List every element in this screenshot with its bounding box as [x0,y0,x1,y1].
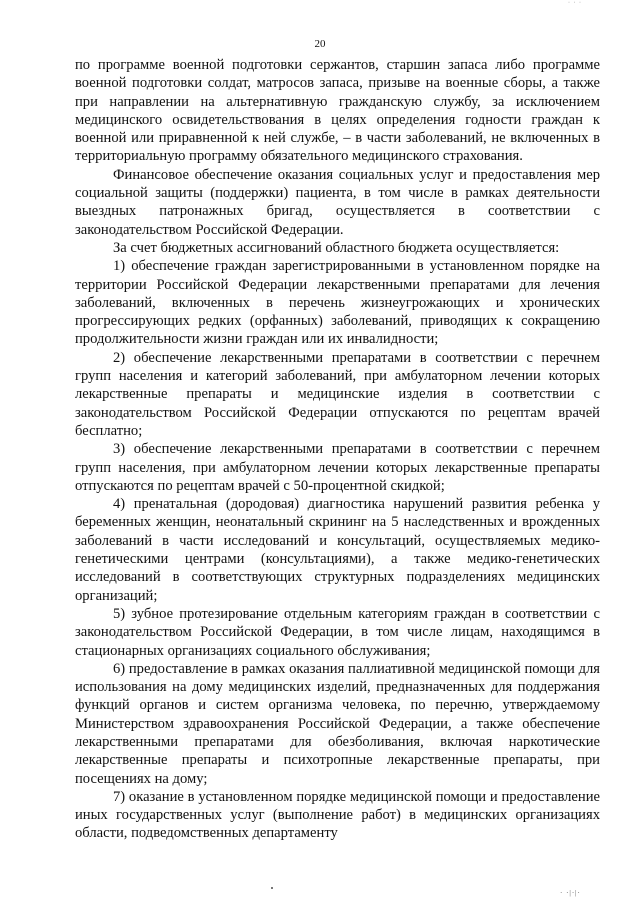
scan-mark-bottom: · ·|·|· [560,889,581,897]
document-body [75,56,600,843]
paragraph: За счет бюджетных ассигнований областного бюджета осуществляется: [113,239,560,256]
list-item: 4) пренатальная (дородовая) диагностика нарушений развития ребенка у беременных женщин, неонатальный скрининг на 5 наследственных и врожденных заболеваний в части исследований и консультаций, осуществляемых медико-генетическими центрами (консультациями), а также медико-генетических исследований в соответствующих структурных подразделениях медицинских организаций; [75,496,600,604]
list-item: 5) зубное протезирование отдельным категориям граждан в соответствии с законодательством Российской Федерации, в том числе лицам, находящимся в стационарных организациях социального обслуживания; [75,605,600,659]
paragraph: по программе военной подготовки сержантов, старшин запаса либо программе военной подготовки солдат, матросов запаса, призыве на военные сборы, а также при направлении на альтернативную гражданскую службу, за исключением медицинского освидетельствования в целях определения годности граждан к военной или приравненной к ней службе, – в части заболеваний, не включенных в территориальную программу обязательного медицинского страхования. [75,57,600,165]
list-item: 6) предоставление в рамках оказания паллиативной медицинской помощи для использования на дому медицинских изделий, предназначенных для поддержания функций органов и систем организма человека, по перечню, утверждаемому Министерством здравоохранения Российской Федерации, а также обеспечение лекарственными препаратами для обезболивания, включая наркотические лекарственные препараты и психотропные лекарственные препараты, при посещениях на дому; [75,660,600,787]
list-item: 1) обеспечение граждан зарегистрированными в установленном порядке на территории Российской Федерации лекарственными препаратами для лечения заболеваний, включенных в перечень жизнеугрожающих и хронических прогрессирующих редких (орфанных) заболеваний, приводящих к сокращению продолжительности жизни граждан или их инвалидности; [75,258,600,348]
list-item: 2) обеспечение лекарственными препаратами в соответствии с перечнем групп населения и категорий заболеваний, при амбулаторном лечении которых лекарственные препараты и медицинские изделия в соответствии с законодательством Российской Федерации отпускаются по рецептам врачей бесплатно; [75,349,600,439]
list-item: 3) обеспечение лекарственными препаратами в соответствии с перечнем групп населения, при амбулаторном лечении которых лекарственные препараты отпускаются по рецептам врачей с 50-процентной скидкой; [75,441,600,494]
paragraph: Финансовое обеспечение оказания социальных услуг и предоставления мер социальной защиты (поддержки) пациента, в том числе в рамках деятельности выездных патронажных бригад, осуществляется в соответствии с законодательством Российской Федерации. [75,166,600,238]
scan-speck [271,887,273,889]
scan-mark-top: · · · [568,0,582,6]
page-number: 20 [314,38,326,50]
list-item: 7) оказание в установленном порядке медицинской помощи и предоставление иных государственных услуг (выполнение работ) в медицинских организациях области, подведомственных департаменту [75,788,600,842]
